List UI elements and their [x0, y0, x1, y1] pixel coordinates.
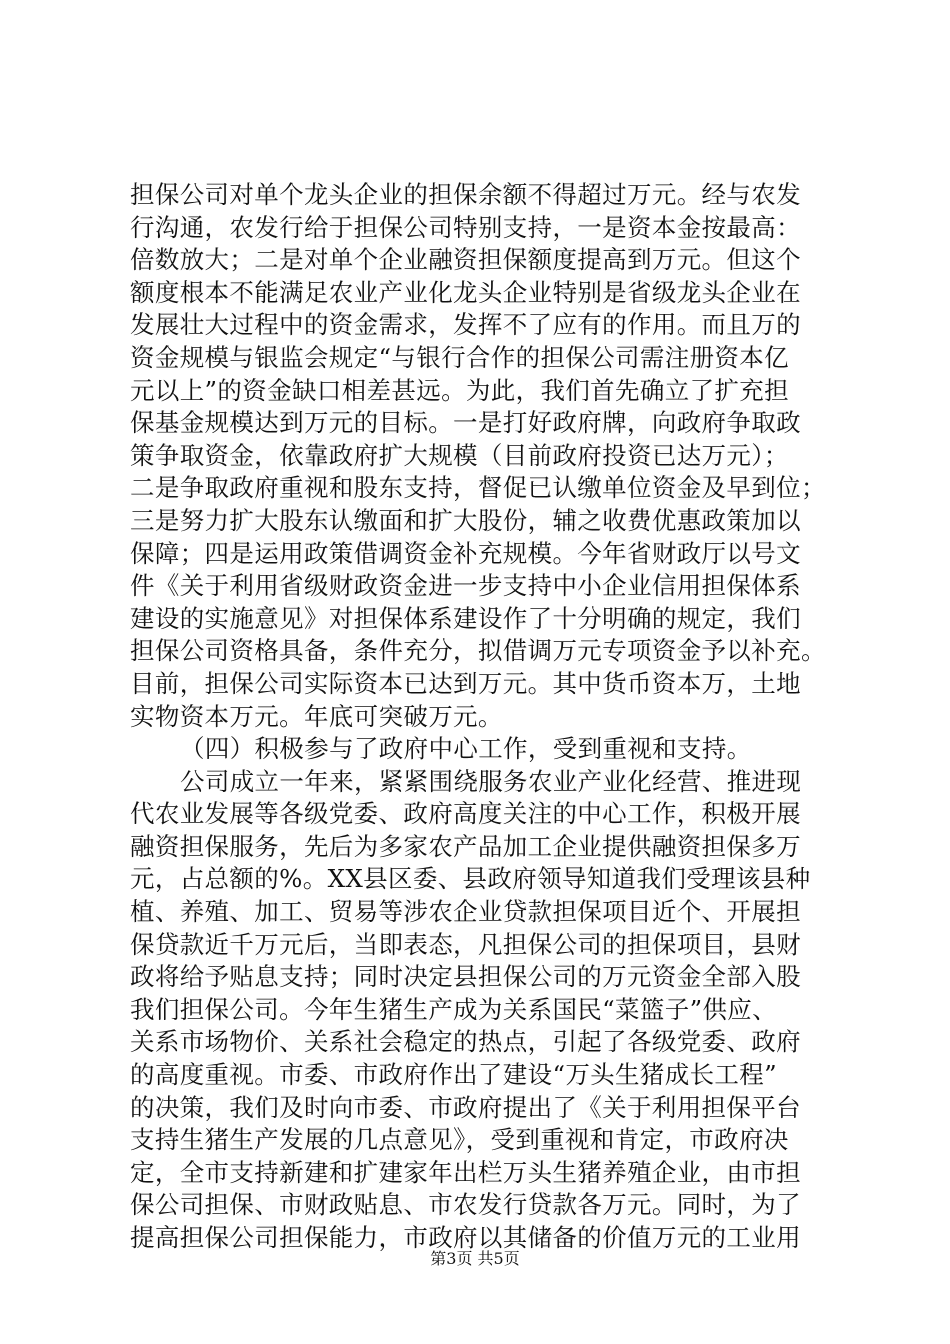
text-line: 保贷款近千万元后，当即表态，凡担保公司的担保项目，县财: [130, 929, 801, 959]
text-line: 融资担保服务，先后为多家农产品加工企业提供融资担保多万: [130, 831, 801, 861]
text-line: （四）积极参与了政府中心工作，受到重视和支持。: [180, 734, 752, 764]
page-footer: 第3页 共5页: [430, 1249, 520, 1268]
text-line: 公司成立一年来，紧紧围绕服务农业产业化经营、推进现: [180, 766, 802, 796]
text-line: 二是争取政府重视和股东支持，督促已认缴单位资金及早到位；: [130, 473, 826, 503]
text-line: 定，全市支持新建和扩建家年出栏万头生猪养殖企业，由市担: [130, 1157, 801, 1187]
text-line: 建设的实施意见》对担保体系建设作了十分明确的规定，我们: [130, 603, 801, 633]
text-line: 件《关于利用省级财政资金进一步支持中小企业信用担保体系: [130, 571, 801, 601]
text-line: 目前，担保公司实际资本已达到万元。其中货币资本万，土地: [130, 668, 801, 698]
text-line: 额度根本不能满足农业产业化龙头企业特别是省级龙头企业在: [130, 277, 801, 307]
text-line: 政将给予贴息支持；同时决定县担保公司的万元资金全部入股: [130, 962, 801, 992]
text-line: 的决策，我们及时向市委、市政府提出了《关于利用担保平台: [130, 1092, 801, 1122]
text-line: 我们担保公司。今年生猪生产成为关系国民“菜篮子”供应、: [130, 994, 777, 1024]
text-line: 实物资本万元。年底可突破万元。: [130, 701, 503, 731]
text-line: 元以上”的资金缺口相差甚远。为此，我们首先确立了扩充担: [130, 375, 789, 405]
document-body: [130, 179, 830, 1255]
text-line: 植、养殖、加工、贸易等涉农企业贷款担保项目近个、开展担: [130, 897, 801, 927]
text-line: 策争取资金，依靠政府扩大规模（目前政府投资已达万元）；: [130, 440, 789, 470]
text-line: 行沟通，农发行给于担保公司特别支持，一是资本金按最高：: [130, 212, 801, 242]
text-line: 发展壮大过程中的资金需求，发挥不了应有的作用。而且万的: [130, 310, 801, 340]
text-line: 关系市场物价、关系社会稳定的热点，引起了各级党委、政府: [130, 1027, 801, 1057]
text-line: 保公司担保、市财政贴息、市农发行贷款各万元。同时，为了: [130, 1190, 801, 1220]
text-line: 担保公司对单个龙头企业的担保余额不得超过万元。经与农发: [130, 180, 801, 209]
text-line: 的高度重视。市委、市政府作出了建设“万头生猪成长工程”: [130, 1060, 777, 1090]
text-line: 元，占总额的%。XX县区委、县政府领导知道我们受理该县种: [130, 864, 811, 894]
text-line: 倍数放大；二是对单个企业融资担保额度提高到万元。但这个: [130, 245, 801, 275]
text-line: 资金规模与银监会规定“与银行合作的担保公司需注册资本亿: [130, 342, 789, 372]
text-line: 保障；四是运用政策借调资金补充规模。今年省财政厅以号文: [130, 538, 801, 568]
text-line: 提高担保公司担保能力，市政府以其储备的价值万元的工业用: [130, 1223, 801, 1252]
text-line: 支持生猪生产发展的几点意见》，受到重视和肯定，市政府决: [130, 1125, 789, 1155]
text-line: 保基金规模达到万元的目标。一是打好政府牌，向政府争取政: [130, 408, 801, 438]
text-line: 三是努力扩大股东认缴面和扩大股份，辅之收费优惠政策加以: [130, 505, 801, 535]
text-line: 担保公司资格具备，条件充分，拟借调万元专项资金予以补充。: [130, 636, 826, 666]
text-line: 代农业发展等各级党委、政府高度关注的中心工作，积极开展: [130, 799, 801, 829]
